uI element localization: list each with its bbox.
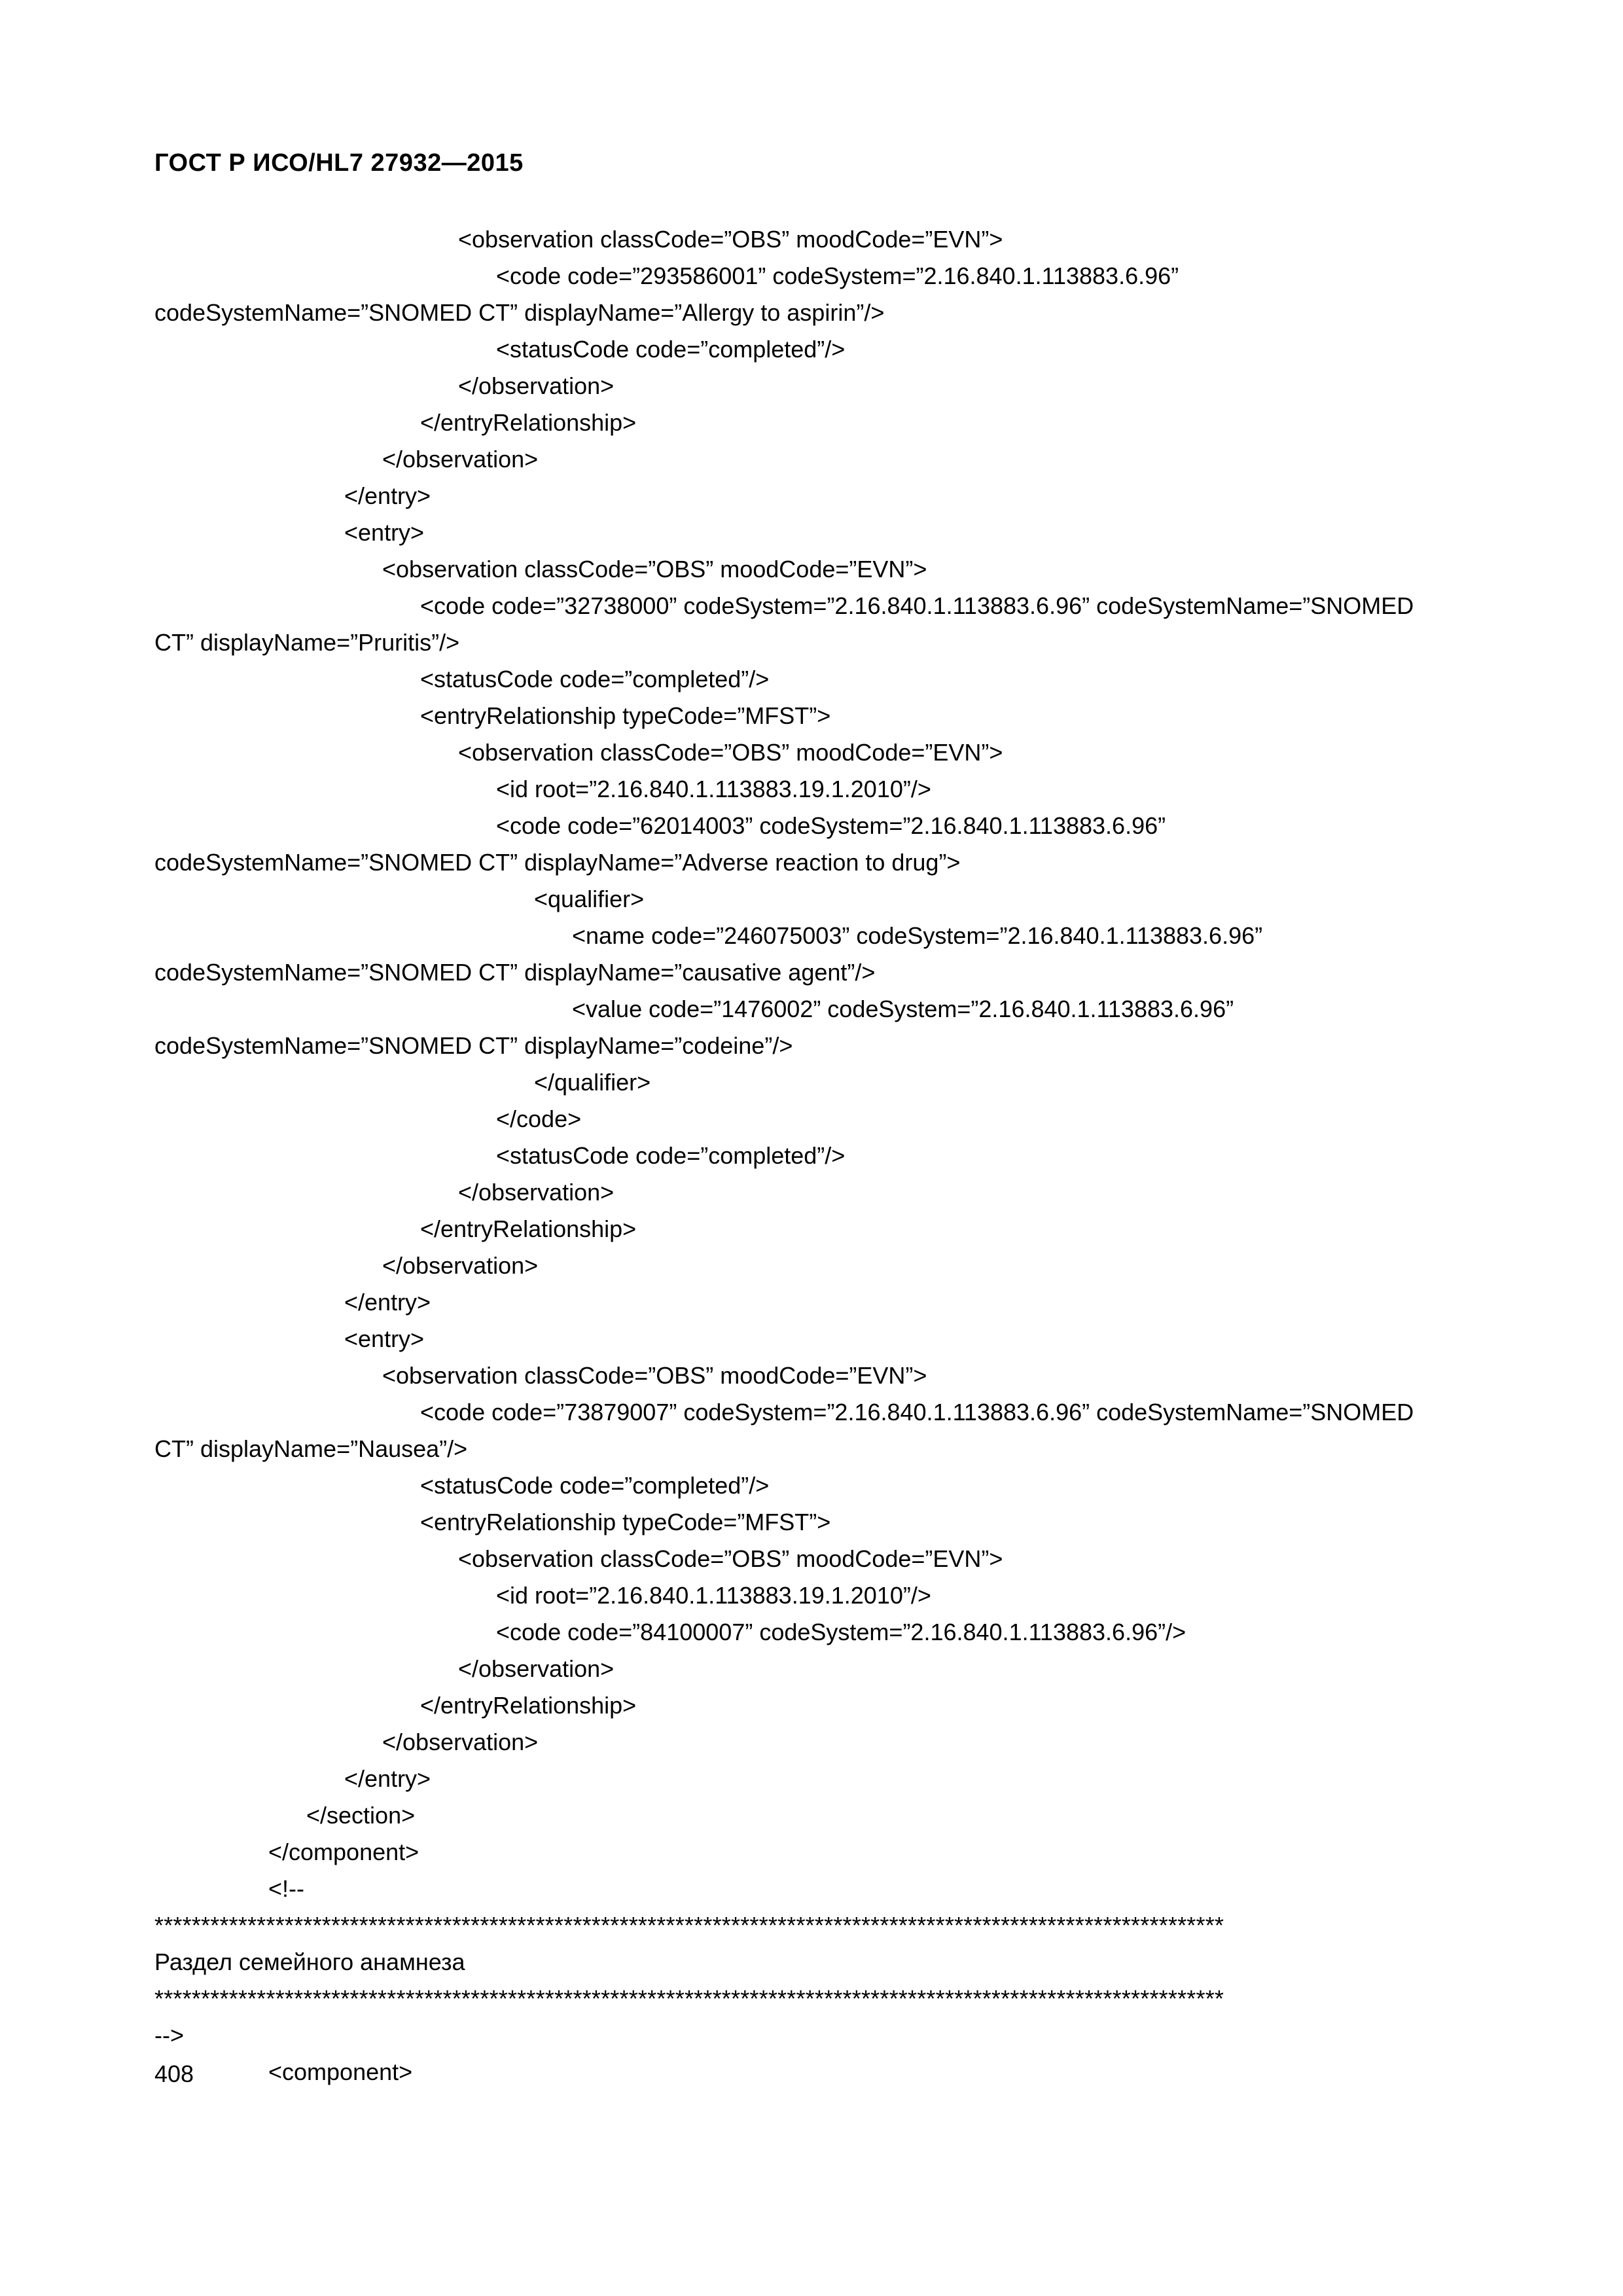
code-line: <entry>: [344, 1325, 425, 1352]
code-line: </observation>: [458, 1179, 615, 1206]
code-line: </observation>: [382, 1729, 539, 1755]
code-line: </entryRelationship>: [420, 1692, 637, 1719]
code-line: CT” displayName=”Nausea”/>: [154, 1435, 468, 1462]
document-header: ГОСТ Р ИСО/HL7 27932—2015: [154, 149, 524, 177]
code-line: </entryRelationship>: [420, 409, 637, 436]
code-line: <id root=”2.16.840.1.113883.19.1.2010”/>: [496, 1582, 931, 1609]
code-line: <code code=”62014003” codeSystem=”2.16.840.1.113883.6.96”: [496, 812, 1166, 839]
code-line: <entryRelationship typeCode=”MFST”>: [420, 1509, 831, 1535]
code-line: CT” displayName=”Pruritis”/>: [154, 629, 460, 656]
code-line: -->: [154, 2022, 184, 2049]
code-line: <statusCode code=”completed”/>: [496, 1142, 846, 1169]
code-line: </code>: [496, 1105, 582, 1132]
code-line: <code code=”32738000” codeSystem=”2.16.840.1.113883.6.96” codeSystemName=”SNOMED: [420, 592, 1414, 619]
code-line: <code code=”84100007” codeSystem=”2.16.840.1.113883.6.96”/>: [496, 1619, 1186, 1645]
code-line: <code code=”73879007” codeSystem=”2.16.840.1.113883.6.96” codeSystemName=”SNOMED: [420, 1399, 1414, 1426]
code-line: <id root=”2.16.840.1.113883.19.1.2010”/>: [496, 776, 931, 802]
code-line: <statusCode code=”completed”/>: [420, 666, 770, 692]
code-line: </entry>: [344, 1765, 431, 1792]
code-line: <statusCode code=”completed”/>: [420, 1472, 770, 1499]
code-line: codeSystemName=”SNOMED CT” displayName=”codeine”/>: [154, 1032, 793, 1059]
code-line: </observation>: [382, 446, 539, 473]
code-line: <component>: [268, 2058, 413, 2085]
code-line: <value code=”1476002” codeSystem=”2.16.840.1.113883.6.96”: [572, 996, 1234, 1022]
xml-code-listing: [154, 221, 1489, 2090]
code-line: <entryRelationship typeCode=”MFST”>: [420, 702, 831, 729]
code-line: <observation classCode=”OBS” moodCode=”EVN”>: [382, 1362, 927, 1389]
code-line: </component>: [268, 1839, 419, 1865]
code-line: </observation>: [458, 372, 615, 399]
code-line: codeSystemName=”SNOMED CT” displayName=”causative agent”/>: [154, 959, 876, 986]
code-line: </section>: [306, 1802, 416, 1829]
code-line: <name code=”246075003” codeSystem=”2.16.840.1.113883.6.96”: [572, 922, 1263, 949]
code-line: <qualifier>: [534, 886, 645, 912]
code-line: </observation>: [382, 1252, 539, 1279]
code-line: <observation classCode=”OBS” moodCode=”EVN”>: [458, 739, 1003, 766]
code-line: <!--: [268, 1875, 305, 1902]
code-line: </qualifier>: [534, 1069, 651, 1096]
separator-stars: *******************************************************************************************************************: [154, 1985, 1224, 2012]
code-line: <observation classCode=”OBS” moodCode=”EVN”>: [382, 556, 927, 583]
code-line: <entry>: [344, 519, 425, 546]
code-line: <observation classCode=”OBS” moodCode=”EVN”>: [458, 226, 1003, 253]
code-line: </entryRelationship>: [420, 1215, 637, 1242]
code-line: Раздел семейного анамнеза: [154, 1948, 465, 1975]
code-line: </entry>: [344, 482, 431, 509]
page-number: 408: [154, 2060, 194, 2087]
separator-stars: *******************************************************************************************************************: [154, 1912, 1224, 1939]
code-line: </entry>: [344, 1289, 431, 1316]
code-line: </observation>: [458, 1655, 615, 1682]
code-line: codeSystemName=”SNOMED CT” displayName=”Allergy to aspirin”/>: [154, 299, 885, 326]
code-line: <code code=”293586001” codeSystem=”2.16.840.1.113883.6.96”: [496, 262, 1179, 289]
code-line: <statusCode code=”completed”/>: [496, 336, 846, 363]
code-line: codeSystemName=”SNOMED CT” displayName=”Adverse reaction to drug”>: [154, 849, 961, 876]
code-line: <observation classCode=”OBS” moodCode=”EVN”>: [458, 1545, 1003, 1572]
